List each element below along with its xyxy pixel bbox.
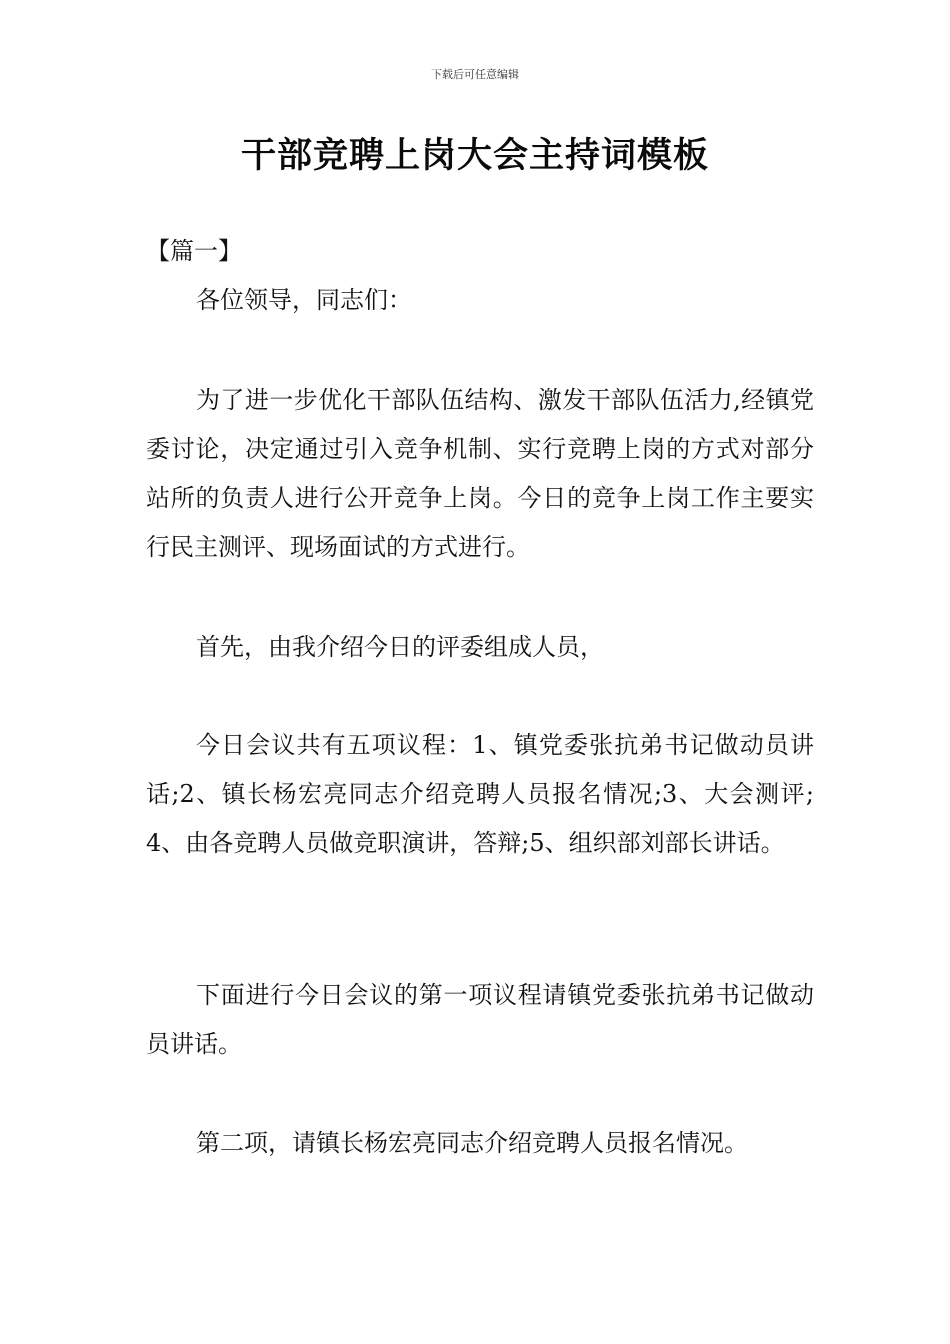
paragraph-salutation: 各位领导，同志们： — [196, 286, 412, 314]
paragraph-judges-intro: 首先，由我介绍今日的评委组成人员， — [196, 633, 604, 661]
paragraph-second-item: 第二项，请镇长杨宏亮同志介绍竞聘人员报名情况。 — [196, 1129, 748, 1157]
header-note: 下载后可任意编辑 — [431, 68, 519, 81]
paragraph-first-item: 下面进行今日会议的第一项议程请镇党委张抗弟书记做动员讲话。 — [146, 981, 814, 1058]
paragraph-agenda: 今日会议共有五项议程：1、镇党委张抗弟书记做动员讲话;2、镇长杨宏亮同志介绍竞聘人员报名情况;3、大会测评;4、由各竞聘人员做竞职演讲，答辩;5、组织部刘部长讲话。 — [146, 731, 814, 857]
document-title: 干部竞聘上岗大会主持词模板 — [240, 136, 709, 176]
paragraph-purpose: 为了进一步优化干部队伍结构、激发干部队伍活力,经镇党委讨论，决定通过引入竞争机制、实行竞聘上岗的方式对部分站所的负责人进行公开竞争上岗。今日的竞争上岗工作主要实行民主测评、现场面试的方式进行。 — [146, 386, 814, 561]
section-label: 【篇一】 — [146, 237, 242, 265]
